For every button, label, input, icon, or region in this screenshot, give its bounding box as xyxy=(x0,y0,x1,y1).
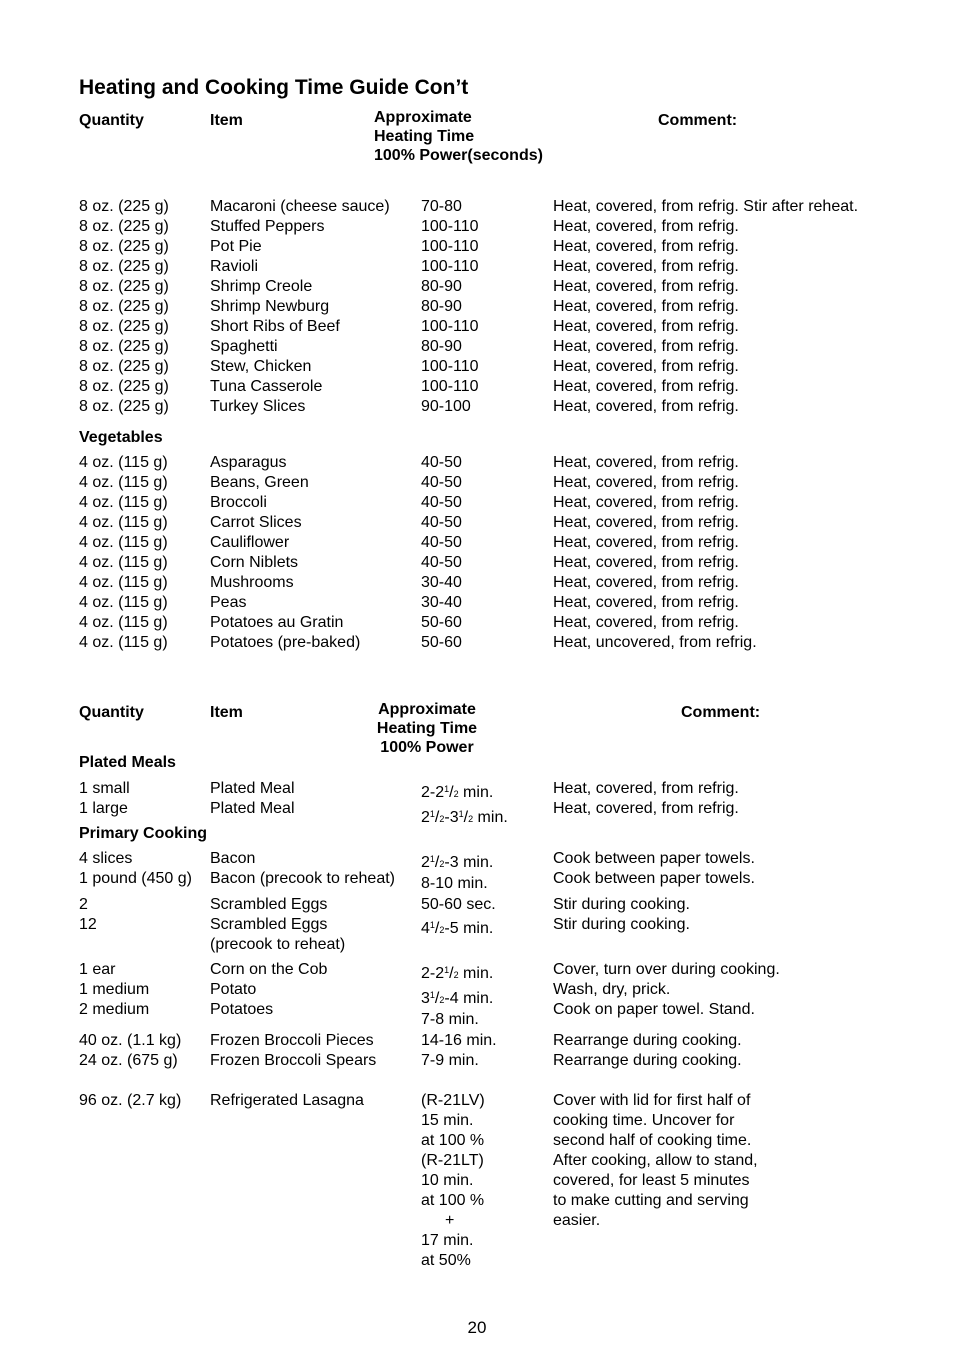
plated-comment-col xyxy=(553,779,739,819)
comment-cell: Heat, covered, from refrig. xyxy=(553,378,739,395)
comment-cell: Heat, covered, from refrig. xyxy=(553,398,739,415)
comment-cell: Heat, uncovered, from refrig. xyxy=(553,634,757,651)
time-cell: 100-110 xyxy=(421,218,479,235)
item-cell: Corn on the Cob xyxy=(210,961,328,978)
header-time-line: 100% Power(seconds) xyxy=(374,147,543,164)
quantity-cell: 8 oz. (225 g) xyxy=(79,358,169,375)
veg2-time-col xyxy=(421,960,493,1030)
quantity-cell: 12 xyxy=(79,916,97,933)
item-cell: Shrimp Creole xyxy=(210,278,313,295)
header-comment: Comment: xyxy=(658,112,738,129)
broccoli-comment-col xyxy=(553,1031,742,1071)
broccoli-time-col xyxy=(421,1031,497,1071)
plated-time-col xyxy=(421,779,508,829)
item-cell: Plated Meal xyxy=(210,800,295,817)
quantity-cell: 1 ear xyxy=(79,961,116,978)
header-time-line: Heating Time xyxy=(374,128,475,145)
comment-cell: Heat, covered, from refrig. xyxy=(553,780,739,797)
comment-cell: Heat, covered, from refrig. xyxy=(553,554,739,571)
plated-quantity-col xyxy=(79,779,130,819)
comment-cell: Heat, covered, from refrig. xyxy=(553,474,739,491)
veg-comment-col xyxy=(553,453,757,653)
comment-cell: Cover with lid for first half of xyxy=(553,1092,751,1109)
quantity-cell: 8 oz. (225 g) xyxy=(79,298,169,315)
comment-cell: Heat, covered, from refrig. xyxy=(553,574,739,591)
quantity-cell: 8 oz. (225 g) xyxy=(79,238,169,255)
broccoli-item-col xyxy=(210,1031,376,1071)
item-cell: Potatoes (pre-baked) xyxy=(210,634,361,651)
comment-cell: Heat, covered, from refrig. xyxy=(553,358,739,375)
comment-cell: cooking time. Uncover for xyxy=(553,1112,735,1129)
quantity-cell: 8 oz. (225 g) xyxy=(79,378,169,395)
header2-time-line: 100% Power xyxy=(380,739,474,756)
comment-cell: Wash, dry, prick. xyxy=(553,981,671,998)
time-cell: 40-50 xyxy=(421,534,462,551)
header-time-line: Approximate xyxy=(374,109,472,126)
time-cell: at 100 % xyxy=(421,1132,485,1149)
comment-cell: Heat, covered, from refrig. xyxy=(553,258,739,275)
time-cell: 40-50 xyxy=(421,514,462,531)
comment-cell: second half of cooking time. xyxy=(553,1132,752,1149)
time-cell: at 100 % xyxy=(421,1192,485,1209)
item-cell: Turkey Slices xyxy=(210,398,306,415)
quantity-cell: 4 oz. (115 g) xyxy=(79,554,168,571)
eggs-item-col xyxy=(210,895,345,955)
time-cell: + xyxy=(445,1212,455,1229)
quantity-cell: 4 oz. (115 g) xyxy=(79,514,168,531)
bacon-item-col xyxy=(210,849,395,889)
comment-cell: easier. xyxy=(553,1212,601,1229)
comment-cell: covered, for least 5 minutes xyxy=(553,1172,750,1189)
item-cell: Tuna Casserole xyxy=(210,378,323,395)
time-cell: 30-40 xyxy=(421,594,462,611)
time-cell: 80-90 xyxy=(421,278,462,295)
page-number: 20 xyxy=(467,1318,487,1337)
time-cell: 14-16 min. xyxy=(421,1032,497,1049)
plated-item-col xyxy=(210,779,295,819)
time-cell: 80-90 xyxy=(421,338,462,355)
comment-cell: Cook between paper towels. xyxy=(553,850,755,867)
time-cell: 100-110 xyxy=(421,318,479,335)
item-cell: Bacon (precook to reheat) xyxy=(210,870,395,887)
time-cell: (R-21LV) xyxy=(421,1092,485,1109)
veg2-item-col xyxy=(210,960,327,1020)
comment-cell: Rearrange during cooking. xyxy=(553,1052,742,1069)
item-cell: Spaghetti xyxy=(210,338,278,355)
rows1-item-col xyxy=(210,197,390,417)
bacon-quantity-col xyxy=(79,849,192,889)
item-cell: Potatoes au Gratin xyxy=(210,614,344,631)
time-cell: 70-80 xyxy=(421,198,462,215)
section-primary-cooking: Primary Cooking xyxy=(79,825,208,842)
time-cell: 7-9 min. xyxy=(421,1052,479,1069)
item-cell: Cauliflower xyxy=(210,534,290,551)
time-cell: 40-50 xyxy=(421,474,462,491)
quantity-cell: 8 oz. (225 g) xyxy=(79,398,169,415)
item-cell: Broccoli xyxy=(210,494,267,511)
comment-cell: Heat, covered, from refrig. xyxy=(553,494,739,511)
time-cell: at 50% xyxy=(421,1252,471,1269)
quantity-cell: 4 oz. (115 g) xyxy=(79,574,168,591)
time-cell: 100-110 xyxy=(421,358,479,375)
veg2-comment-col xyxy=(553,960,780,1020)
item-cell: Scrambled Eggs xyxy=(210,916,328,933)
quantity-cell: 4 oz. (115 g) xyxy=(79,474,168,491)
section-plated-meals: Plated Meals xyxy=(79,754,176,771)
lasagna-item: Refrigerated Lasagna xyxy=(210,1092,364,1109)
quantity-cell: 24 oz. (675 g) xyxy=(79,1052,178,1069)
quantity-cell: 1 large xyxy=(79,800,128,817)
item-cell: (precook to reheat) xyxy=(210,936,346,953)
item-cell: Plated Meal xyxy=(210,780,295,797)
comment-cell: Stir during cooking. xyxy=(553,916,690,933)
veg-quantity-col xyxy=(79,453,168,653)
item-cell: Carrot Slices xyxy=(210,514,302,531)
section-vegetables: Vegetables xyxy=(79,429,163,446)
item-cell: Potatoes xyxy=(210,1001,274,1018)
time-cell: $2^1/2-3$ min. xyxy=(421,854,494,871)
rows1-quantity-col xyxy=(79,197,169,417)
time-cell: 80-90 xyxy=(421,298,462,315)
time-cell: $3^1/2-4$ min. xyxy=(421,990,494,1007)
comment-cell: Heat, covered, from refrig. xyxy=(553,318,739,335)
time-cell: 10 min. xyxy=(421,1172,474,1189)
comment-cell: Stir during cooking. xyxy=(553,896,690,913)
comment-cell: Heat, covered, from refrig. xyxy=(553,514,739,531)
veg-time-col xyxy=(421,453,462,653)
quantity-cell: 2 medium xyxy=(79,1001,150,1018)
time-cell: $2-2^1/2$ min. xyxy=(421,784,494,801)
comment-cell: Heat, covered, from refrig. xyxy=(553,218,739,235)
comment-cell: Cook between paper towels. xyxy=(553,870,755,887)
time-cell: $4^1/2-5$ min. xyxy=(421,920,494,937)
comment-cell: Heat, covered, from refrig. xyxy=(553,594,739,611)
comment-cell: Cover, turn over during cooking. xyxy=(553,961,780,978)
item-cell: Ravioli xyxy=(210,258,259,275)
comment-cell: Heat, covered, from refrig. xyxy=(553,338,739,355)
item-cell: Beans, Green xyxy=(210,474,309,491)
comment-cell: Heat, covered, from refrig. Stir after reheat. xyxy=(553,198,859,215)
quantity-cell: 2 xyxy=(79,896,88,913)
item-cell: Peas xyxy=(210,594,247,611)
item-cell: Stew, Chicken xyxy=(210,358,312,375)
quantity-cell: 4 oz. (115 g) xyxy=(79,614,168,631)
item-cell: Frozen Broccoli Spears xyxy=(210,1052,377,1069)
comment-cell: Cook on paper towel. Stand. xyxy=(553,1001,755,1018)
bacon-time-col xyxy=(421,849,493,894)
header-time xyxy=(374,108,543,165)
comment-cell: Heat, covered, from refrig. xyxy=(553,534,739,551)
header-quantity: Quantity xyxy=(79,112,144,129)
time-cell: 90-100 xyxy=(421,398,471,415)
quantity-cell: 40 oz. (1.1 kg) xyxy=(79,1032,182,1049)
veg-item-col xyxy=(210,453,360,653)
bacon-comment-col xyxy=(553,849,755,889)
comment-cell: Heat, covered, from refrig. xyxy=(553,238,739,255)
time-cell: $2-2^1/2$ min. xyxy=(421,965,494,982)
quantity-cell: 4 oz. (115 g) xyxy=(79,594,168,611)
time-cell: 50-60 xyxy=(421,634,462,651)
quantity-cell: 8 oz. (225 g) xyxy=(79,338,169,355)
time-cell: 100-110 xyxy=(421,378,479,395)
comment-cell: After cooking, allow to stand, xyxy=(553,1152,758,1169)
time-cell: $2^1/2-3^1/2$ min. xyxy=(421,809,508,826)
time-cell: 15 min. xyxy=(421,1112,474,1129)
item-cell: Potato xyxy=(210,981,257,998)
item-cell: Frozen Broccoli Pieces xyxy=(210,1032,374,1049)
time-cell: 100-110 xyxy=(421,258,479,275)
comment-cell: Heat, covered, from refrig. xyxy=(553,614,739,631)
header2-item: Item xyxy=(210,704,243,721)
time-cell: 50-60 sec. xyxy=(421,896,496,913)
item-cell: Mushrooms xyxy=(210,574,294,591)
eggs-quantity-col xyxy=(79,895,97,935)
item-cell: Bacon xyxy=(210,850,256,867)
veg2-quantity-col xyxy=(79,960,149,1020)
lasagna-time-col xyxy=(421,1091,485,1271)
quantity-cell: 4 oz. (115 g) xyxy=(79,634,168,651)
quantity-cell: 4 oz. (115 g) xyxy=(79,534,168,551)
quantity-cell: 8 oz. (225 g) xyxy=(79,198,169,215)
comment-cell: Heat, covered, from refrig. xyxy=(553,298,739,315)
comment-cell: Heat, covered, from refrig. xyxy=(553,278,739,295)
item-cell: Scrambled Eggs xyxy=(210,896,328,913)
quantity-cell: 8 oz. (225 g) xyxy=(79,318,169,335)
item-cell: Shrimp Newburg xyxy=(210,298,330,315)
header2-time xyxy=(374,700,480,757)
quantity-cell: 4 slices xyxy=(79,850,133,867)
time-cell: 40-50 xyxy=(421,494,462,511)
quantity-cell: 8 oz. (225 g) xyxy=(79,278,169,295)
lasagna-comment-col xyxy=(553,1091,758,1231)
item-cell: Macaroni (cheese sauce) xyxy=(210,198,390,215)
time-cell: (R-21LT) xyxy=(421,1152,484,1169)
header-item: Item xyxy=(210,112,243,129)
item-cell: Corn Niblets xyxy=(210,554,299,571)
comment-cell: to make cutting and serving xyxy=(553,1192,749,1209)
time-cell: 100-110 xyxy=(421,238,479,255)
rows1-time-col xyxy=(421,197,479,417)
comment-cell: Heat, covered, from refrig. xyxy=(553,454,739,471)
time-cell: 40-50 xyxy=(421,454,462,471)
time-cell: 8-10 min. xyxy=(421,875,488,892)
time-cell: 50-60 xyxy=(421,614,462,631)
eggs-comment-col xyxy=(553,895,690,935)
lasagna-quantity: 96 oz. (2.7 kg) xyxy=(79,1092,182,1109)
time-cell: 40-50 xyxy=(421,554,462,571)
header2-time-line: Approximate xyxy=(378,701,476,718)
time-cell: 30-40 xyxy=(421,574,462,591)
quantity-cell: 8 oz. (225 g) xyxy=(79,218,169,235)
quantity-cell: 4 oz. (115 g) xyxy=(79,494,168,511)
time-cell: 17 min. xyxy=(421,1232,474,1249)
rows1-comment-col xyxy=(553,197,858,417)
item-cell: Short Ribs of Beef xyxy=(210,318,340,335)
comment-cell: Heat, covered, from refrig. xyxy=(553,800,739,817)
page-title: Heating and Cooking Time Guide Con’t xyxy=(79,76,469,99)
quantity-cell: 1 medium xyxy=(79,981,150,998)
item-cell: Pot Pie xyxy=(210,238,262,255)
comment-cell: Rearrange during cooking. xyxy=(553,1032,742,1049)
quantity-cell: 1 pound (450 g) xyxy=(79,870,192,887)
broccoli-quantity-col xyxy=(79,1031,181,1071)
item-cell: Stuffed Peppers xyxy=(210,218,325,235)
time-cell: 7-8 min. xyxy=(421,1011,479,1028)
quantity-cell: 4 oz. (115 g) xyxy=(79,454,168,471)
header2-quantity: Quantity xyxy=(79,704,144,721)
header2-comment: Comment: xyxy=(681,704,761,721)
header2-time-line: Heating Time xyxy=(376,720,478,737)
quantity-cell: 8 oz. (225 g) xyxy=(79,258,169,275)
eggs-time-col xyxy=(421,895,496,940)
item-cell: Asparagus xyxy=(210,454,287,471)
quantity-cell: 1 small xyxy=(79,780,130,797)
